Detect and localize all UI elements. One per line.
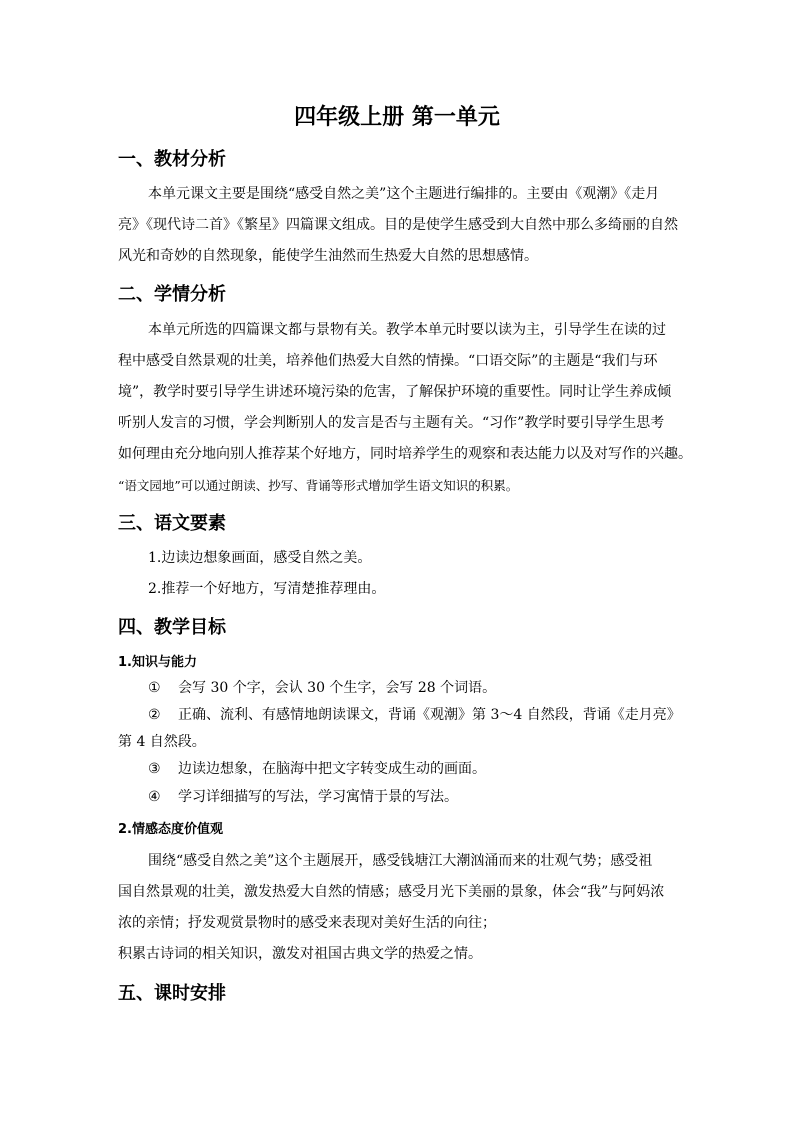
paragraph-line: 听别人发言的习惯，学会判断别人的发言是否与主题有关。“习作”教学时要引导学生思考	[118, 415, 665, 431]
paragraph-line: 积累古诗词的相关知识，激发对祖国古典文学的热爱之情。	[118, 946, 482, 962]
item-number: ④	[148, 789, 161, 805]
subheading-knowledge-ability: 1.知识与能力	[118, 655, 197, 670]
list-item-continuation: 第 4 自然段。	[118, 734, 206, 750]
subheading-emotion-values: 2.情感态度价值观	[118, 822, 223, 837]
section-heading-learner-analysis: 二、学情分析	[118, 284, 226, 305]
item-text: 学习详细描写的写法，学习寓情于景的写法。	[178, 789, 458, 805]
section-heading-class-schedule: 五、课时安排	[118, 983, 226, 1004]
item-text: 边读边想象，在脑海中把文字转变成生动的画面。	[178, 761, 486, 777]
paragraph-line: 亮》《现代诗二首》《繁星》四篇课文组成。目的是使学生感受到大自然中那么多绮丽的自然	[118, 217, 678, 233]
item-text: 正确、流利、有感情地朗读课文，背诵《观潮》第 3～4 自然段，背诵《走月亮》	[178, 707, 681, 723]
list-item: 2.推荐一个好地方，写清楚推荐理由。	[148, 581, 386, 597]
list-item	[148, 759, 486, 779]
paragraph-line: 浓的亲情；抒发观赏景物时的感受来表现对美好生活的向往；	[118, 915, 496, 931]
list-item	[148, 678, 496, 698]
paragraph-line: 本单元课文主要是围绕“感受自然之美”这个主题进行编排的。主要由《观潮》《走月	[148, 186, 660, 202]
paragraph-line: 国自然景观的壮美，激发热爱大自然的情感；感受月光下美丽的景象，体会“我”与阿妈浓	[118, 884, 665, 900]
list-item	[148, 705, 681, 725]
section-heading-textbook-analysis: 一、教材分析	[118, 149, 226, 170]
document-title: 四年级上册 第一单元	[294, 105, 500, 130]
item-number: ①	[148, 680, 161, 696]
list-item: 1.边读边想象画面，感受自然之美。	[148, 550, 372, 566]
item-text: 会写 30 个字，会认 30 个生字，会写 28 个词语。	[178, 680, 497, 696]
paragraph-line: 本单元所选的四篇课文都与景物有关。教学本单元时要以读为主，引导学生在读的过	[148, 322, 666, 338]
paragraph-line: 程中感受自然景观的壮美，培养他们热爱大自然的情操。“口语交际”的主题是“我们与环	[118, 353, 658, 369]
item-number: ②	[148, 707, 161, 723]
paragraph-line: 如何理由充分地向别人推荐某个好地方，同时培养学生的观察和表达能力以及对写作的兴趣。	[118, 446, 692, 462]
section-heading-teaching-goals: 四、教学目标	[118, 617, 226, 638]
paragraph-line: 境”，教学时要引导学生讲述环境污染的危害，了解保护环境的重要性。同时让学生养成倾	[118, 384, 672, 400]
item-number: ③	[148, 761, 161, 777]
paragraph-line: “语文园地”可以通过朗读、抄写、背诵等形式增加学生语文知识的积累。	[118, 478, 519, 493]
paragraph-line: 风光和奇妙的自然现象，能使学生油然而生热爱大自然的思想感情。	[118, 248, 538, 264]
section-heading-language-elements: 三、语文要素	[118, 513, 226, 534]
list-item	[148, 787, 458, 807]
paragraph-line: 围绕“感受自然之美”这个主题展开，感受钱塘江大潮汹涌而来的壮观气势；感受祖	[148, 853, 653, 869]
